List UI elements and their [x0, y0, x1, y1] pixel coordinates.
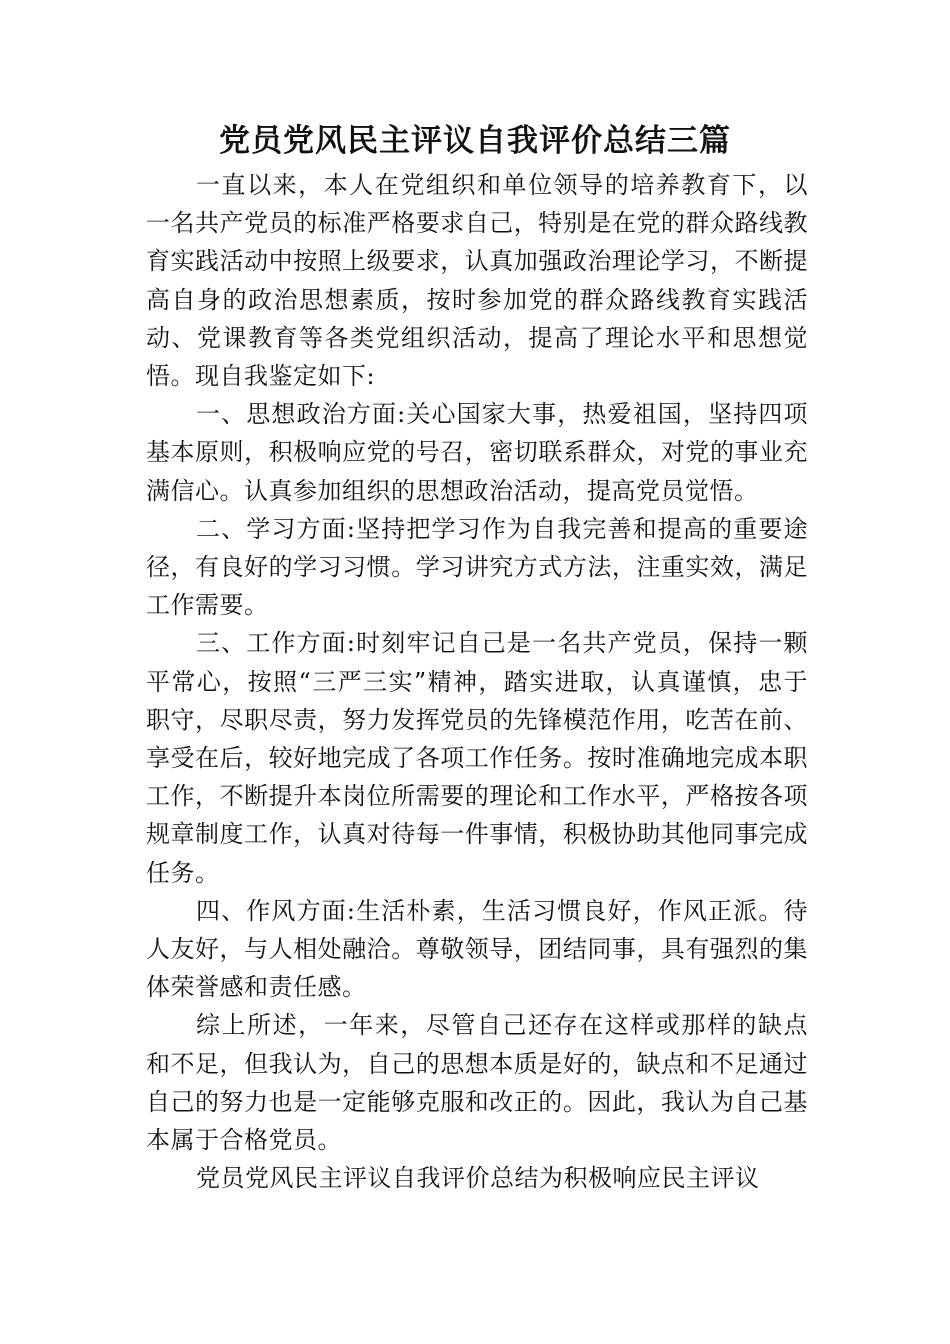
document-title: 党员党风民主评议自我评价总结三篇: [219, 123, 731, 159]
paragraph-intro: 一直以来，本人在党组织和单位领导的培养教育下，以一名共产党员的标准严格要求自己，特别是在党的群众路线教育实践活动中按照上级要求，认真加强政治理论学习，不断提高自身的政治思想素质，按时参加党的群众路线教育实践活动、党课教育等各类党组织活动，提高了理论水平和思想觉悟。现自我鉴定如下:: [146, 171, 808, 391]
paragraph-ideology: 一、思想政治方面:关心国家大事，热爱祖国，坚持四项基本原则，积极响应党的号召，密切联系群众，对党的事业充满信心。认真参加组织的思想政治活动，提高党员觉悟。: [146, 400, 808, 505]
document-body: [146, 166, 808, 1197]
paragraph-style: 四、作风方面:生活朴素，生活习惯良好，作风正派。待人友好，与人相处融洽。尊敬领导，团结同事，具有强烈的集体荣誉感和责任感。: [146, 896, 808, 1002]
paragraph-work: 三、工作方面:时刻牢记自己是一名共产党员，保持一颗平常心，按照“三严三实”精神，踏实进取，认真谨慎，忠于职守，尽职尽责，努力发挥党员的先锋模范作用，吃苦在前、享受在后，较好地完成了各项工作任务。按时准确地完成本职工作，不断提升本岗位所需要的理论和工作水平，严格按各项规章制度工作，认真对待每一件事情，积极协助其他同事完成任务。: [146, 629, 808, 887]
paragraph-summary: 综上所述，一年来，尽管自己还存在这样或那样的缺点和不足，但我认为，自己的思想本质是好的，缺点和不足通过自己的努力也是一定能够克服和改正的。因此，我认为自己基本属于合格党员。: [146, 1011, 808, 1155]
paragraph-next-section: 党员党风民主评议自我评价总结为积极响应民主评议: [196, 1164, 760, 1193]
paragraph-study: 二、学习方面:坚持把学习作为自我完善和提高的重要途径，有良好的学习习惯。学习讲究方式方法，注重实效，满足工作需要。: [146, 514, 808, 620]
